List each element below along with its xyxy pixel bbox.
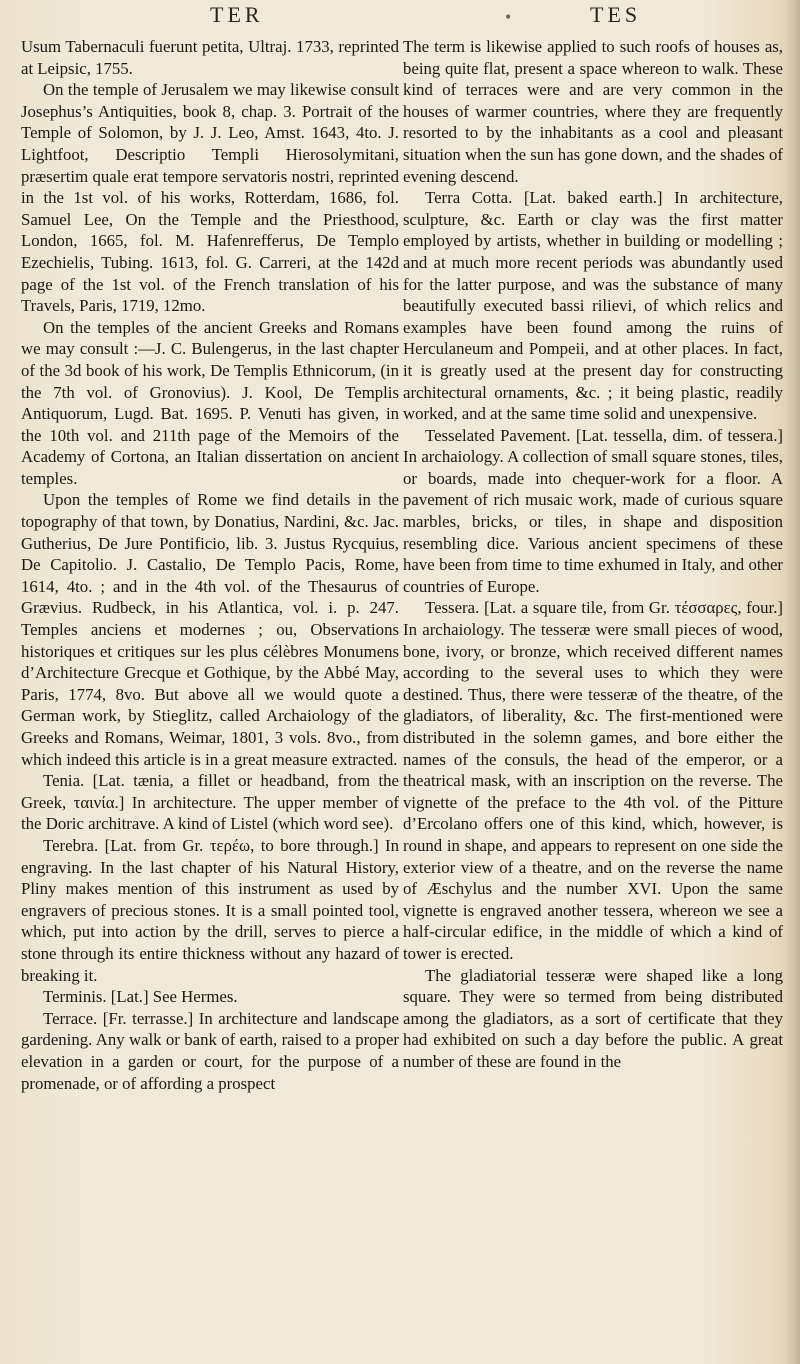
running-head-left: TER: [210, 2, 264, 27]
left-column: [21, 36, 399, 1358]
running-head-right: TES: [590, 2, 642, 27]
paragraph: The gladiatorial tesseræ were shaped like a long square. They were so termed from being distributed among the gladiators, as a sort of certificate that they had exhibited on such a day before the public. A great number of these are found in the: [403, 965, 783, 1071]
page-mark: •: [504, 10, 513, 26]
paragraph: The term is likewise applied to such roofs of houses as, being quite flat, present a space whereon to walk. These kind of terraces were and are very common in the houses of warmer countries, where they are frequently resorted to by the inhabitants as a cool and pleasant situation when the sun has gone down, and the shades of evening descend.: [403, 37, 783, 186]
entry-terra-cotta: Terra Cotta. [Lat. baked earth.] In architecture, sculpture, &c. Earth or clay was the first matter employed by artists, whether in building or modelling ; and at much more recent periods was abundantly used for the latter purpose, and was the substance of many beautifully executed bassi rilievi, of which relics and examples have been found among the ruins of Herculaneum and Pompeii, and at other places. In fact, it is greatly used at the present day for constructing architectural ornaments, &c. ; it being plastic, readily worked, and at the same time solid and unexpensive.: [403, 188, 783, 424]
entry-terminis: Terminis. [Lat.] See Hermes.: [43, 987, 238, 1007]
entry-terrace: Terrace. [Fr. terrasse.] In architecture and landscape gardening. Any walk or bank of earth, raised to a proper elevation in a garden or court, for the purpose of a promenade, or of affording a prospect: [21, 1008, 399, 1093]
paragraph: On the temple of Jerusalem we may likewise consult Josephus’s Antiquities, book 8, chap. 3. Portrait of the Temple of Solomon, by J. J. Leo, Amst. 1643, 4to. J. Lightfoot, Descriptio Templi Hierosolymitani, præsertim quale erat tempore servatoris nostri, reprinted in the 1st vol. of his works, Rotterdam, 1686, fol. Samuel Lee, On the Temple and the Priesthood, London, 1665, fol. M. Hafenrefferus, De Templo Ezechielis, Tubing. 1613, fol. G. Carreri, at the 142d page of the 1st vol. of the French translation of his Travels, Paris, 1719, 12mo.: [21, 80, 399, 316]
page-edge-shadow: [786, 0, 800, 1364]
paragraph: Usum Tabernaculi fuerunt petita, Ultraj. 1733, reprinted at Leipsic, 1755.: [21, 37, 399, 78]
entry-terebra: Terebra. [Lat. from Gr. τερέω, to bore through.] In engraving. In the last chapter of his Natural History, Pliny makes mention of this instrument as used by engravers of precious stones. It is a small pointed tool, which, put into action by the drill, serves to pierce a stone through its entire thickness without any hazard of breaking it.: [21, 835, 399, 985]
paragraph: Upon the temples of Rome we find details in the topography of that town, by Donatius, Nardini, &c. Jac. Gutherius, De Jure Pontificio, lib. 3. Justus Rycquius, De Capitolio. J. Castalio, De Templo Pacis, Rome, 1614, 4to. ; and in the 4th vol. of the Thesaurus of Grævius. Rudbeck, in his Atlantica, vol. i. p. 247. Temples anciens et modernes ; ou, Observations historiques et critiques sur les plus célèbres Monumens d’Architecture Grecque et Gothique, by the Abbé May, Paris, 1774, 8vo. But above all we would quote a German work, by Stieglitz, called Archaiology of the Greeks and Romans, Weimar, 1801, 3 vols. 8vo., from which indeed this article is in a great measure extracted.: [21, 490, 399, 769]
right-column: [403, 36, 783, 1358]
entry-tenia: Tenia. [Lat. tænia, a fillet or headband, from the Greek, ταινία.] In architecture. The upper member of the Doric architrave. A kind of Listel (which word see).: [21, 771, 399, 834]
entry-tesselated-pavement: Tesselated Pavement. [Lat. tessella, dim. of tessera.] In archaiology. A collection of small square stones, tiles, or boards, made into chequer-work for a floor. A pavement of rich musaic work, made of curious square marbles, bricks, or tiles, in shape and disposition resembling dice. Various ancient specimens of these have been from time to time exhumed in Italy, and other countries of Europe.: [403, 425, 783, 596]
entry-tessera: Tessera. [Lat. a square tile, from Gr. τέσσαρες, four.] In archaiology. The tesseræ were small pieces of wood, bone, ivory, or bronze, which received different names according to the several uses to which they were destined. Thus, there were tesseræ of the theatre, of the gladiators, of liberality, &c. The first-mentioned were distributed in the solemn games, and bore either the names of the consuls, the head of the emperor, or a theatrical mask, with an inscription on the reverse. The vignette of the preface to the 4th vol. of the Pitture d’Ercolano offers one of this kind, which, however, is round in shape, and appears to represent on one side the exterior view of a theatre, and on the reverse the name of Æschylus and the number XVI. Upon the same vignette is engraved another tessera, whereon we see a half-circular edifice, in the middle of which a kind of tower is erected.: [403, 598, 783, 963]
paragraph: On the temples of the ancient Greeks and Romans we may consult :—J. C. Bulengerus, in the last chapter of the 3d book of his work, De Templis Ethnicorum, (in the 7th vol. of Gronovius). J. Kool, De Templis Antiquorum, Lugd. Bat. 1695. P. Venuti has given, in the 10th vol. and 211th page of the Memoirs of the Academy of Cortona, an Italian dissertation on ancient temples.: [21, 317, 399, 488]
